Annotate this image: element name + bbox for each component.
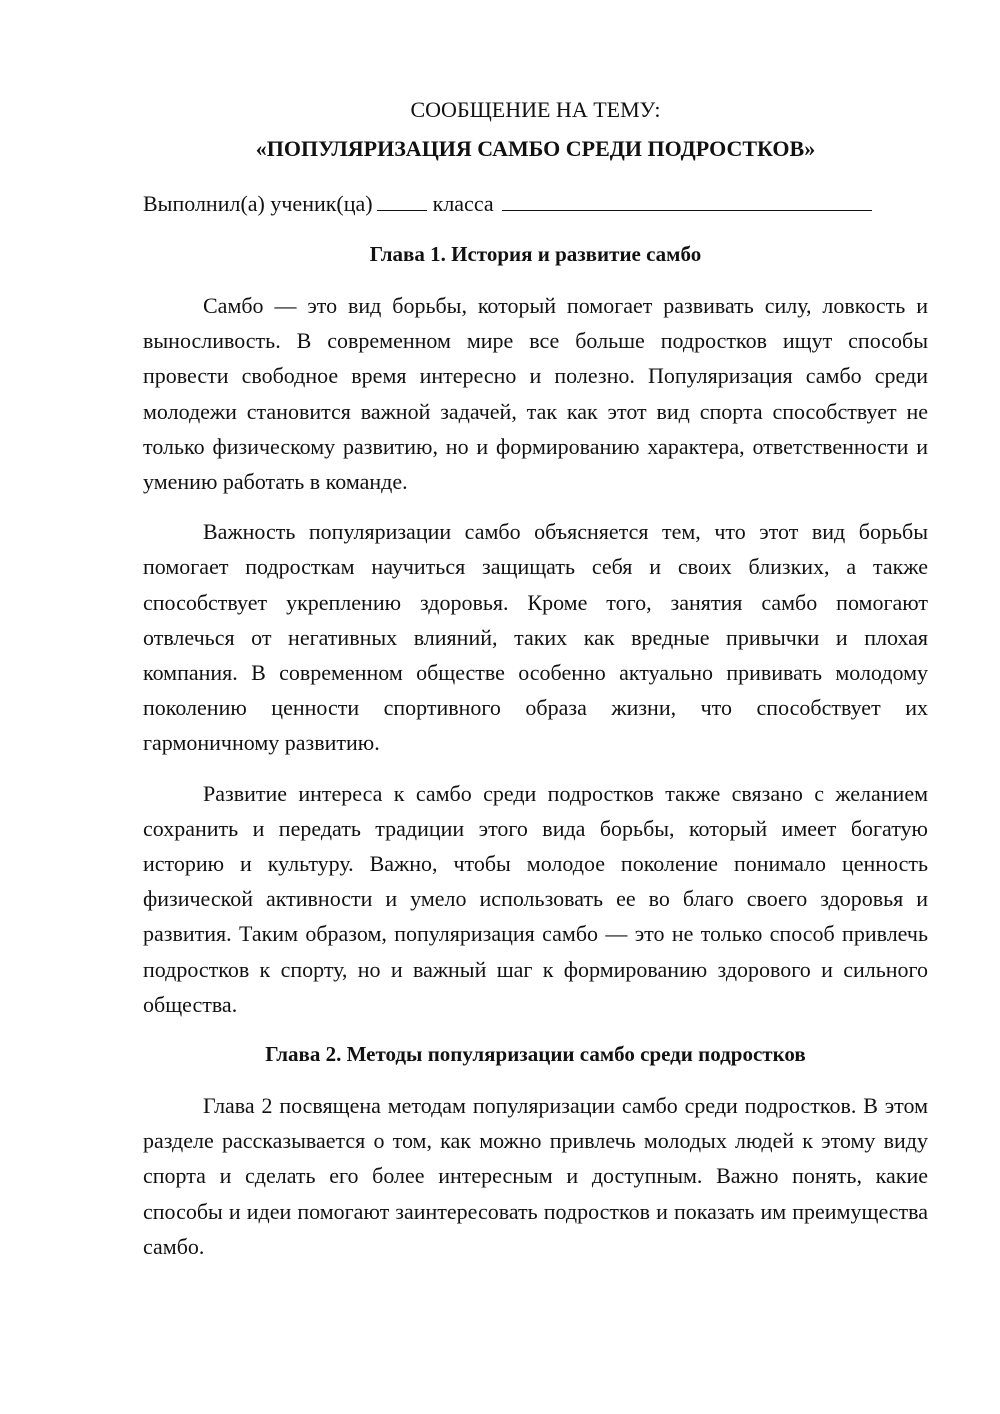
byline-class-label: класса [432, 191, 494, 216]
chapter-1-paragraph: Развитие интереса к самбо среди подростков также связано с желанием сохранить и передать традиции этого вида борьбы, который имеет богатую историю и культуру. Важно, чтобы молодое поколение понимало ценность физической активности и умело использовать ее во благо своего здоровья и развития. Таким образом, популяризация самбо — это не только способ привлечь подростков к спорту, но и важный шаг к формированию здорового и сильного общества. [143, 780, 928, 1017]
byline-student-label: Выполнил(а) ученик(ца) [143, 191, 373, 216]
chapter-1-heading: Глава 1. История и развитие самбо [369, 242, 702, 266]
document-body [143, 92, 928, 1279]
class-number-blank [377, 188, 427, 211]
chapter-2-heading: Глава 2. Методы популяризации самбо среди подростков [265, 1042, 806, 1067]
student-name-blank [502, 188, 872, 211]
chapter-1-paragraph: Важность популяризации самбо объясняется тем, что этот вид борьбы помогает подросткам научиться защищать себя и своих близких, а также способствует укреплению здоровья. Кроме того, занятия самбо помогают отвлечься от негативных влияний, таких как вредные привычки и плохая компания. В современном обществе особенно актуально прививать молодому поколению ценности спортивного образа жизни, что способствует их гармоничному развитию. [143, 519, 928, 756]
document-title: «ПОПУЛЯРИЗАЦИЯ САМБО СРЕДИ ПОДРОСТКОВ» [255, 136, 816, 161]
chapter-1-paragraph: Самбо — это вид борьбы, который помогает развивать силу, ловкость и выносливость. В современном мире все больше подростков ищут способы провести свободное время интересно и полезно. Популяризация самбо среди молодежи становится важной задачей, так как этот вид спорта способствует не только физическому развитию, но и формированию характера, ответственности и умению работать в команде. [143, 293, 928, 495]
topic-label: СООБЩЕНИЕ НА ТЕМУ: [410, 97, 661, 122]
chapter-2-paragraph: Глава 2 посвящена методам популяризации самбо среди подростков. В этом разделе рассказывается о том, как можно привлечь молодых людей к этому виду спорта и сделать его более интересным и доступным. Важно понять, какие способы и идеи помогают заинтересовать подростков и показать им преимущества самбо. [143, 1093, 928, 1259]
byline [143, 186, 928, 221]
